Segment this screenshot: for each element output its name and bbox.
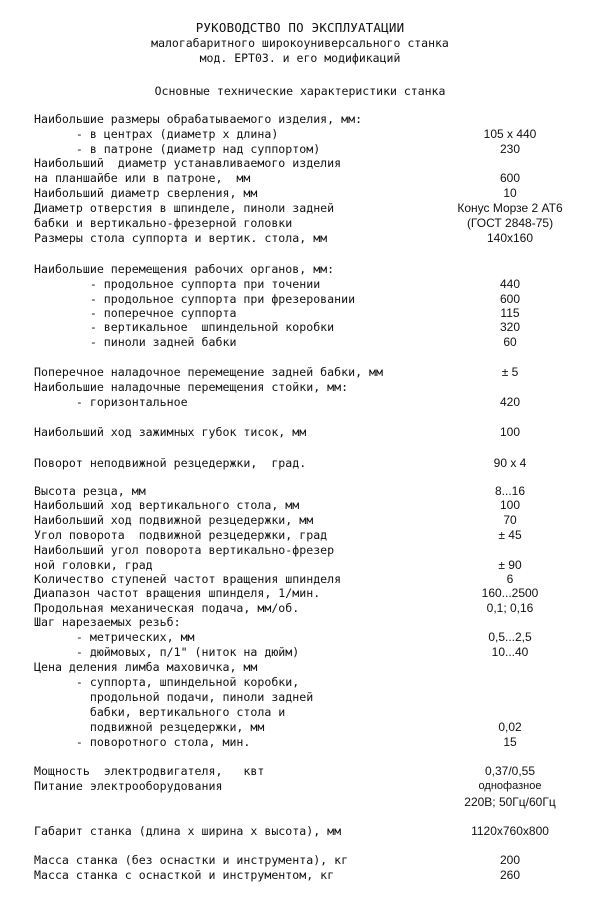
spec-label: Поперечное наладочное перемещение задней бабки, мм [34, 365, 384, 379]
spec-label: - суппорта, шпиндельной коробки, [34, 675, 300, 689]
spec-label: - продольное суппорта при точении [34, 277, 321, 291]
spec-label: Наибольший ход вертикального стола, мм [34, 498, 300, 512]
spec-label: продольной подачи, пиноли задней [34, 690, 314, 704]
spec-value: 260 [499, 868, 521, 882]
spec-label: Цена деления лимба маховичка, мм [34, 660, 258, 674]
spec-value: (ГОСТ 2848-75) [466, 216, 554, 230]
spec-label: на планшайбе или в патроне, мм [34, 171, 251, 185]
spec-label: Наибольший диаметр устанавливаемого изделия [34, 156, 342, 170]
spec-label: - поперечное суппорта [34, 306, 237, 320]
spec-value: ± 90 [498, 558, 522, 572]
spec-value: 6 [506, 572, 514, 586]
spec-label: - горизонтальное [34, 395, 188, 409]
spec-value: 160...2500 [481, 586, 539, 600]
spec-label: Наибольшие перемещения рабочих органов, мм: [34, 262, 335, 276]
spec-label: Масса станка с оснасткой и инструментом, кг [34, 868, 335, 882]
spec-label: Наибольшие размеры обрабатываемого изделия, мм: [34, 112, 363, 126]
spec-value: ± 5 [501, 365, 519, 379]
spec-value: 600 [499, 171, 521, 185]
spec-value: 0,02 [498, 720, 522, 734]
spec-label: Размеры стола суппорта и вертик. стола, мм [34, 231, 328, 245]
manual-subtitle: малогабаритного широкоуниверсального станка [151, 36, 449, 50]
spec-label: - пиноли задней бабки [34, 335, 237, 349]
spec-label: бабки, вертикального стола и [34, 705, 286, 719]
spec-value: 200 [499, 853, 521, 867]
spec-label: - метрических, мм [34, 630, 195, 644]
spec-label: Наибольший ход подвижной резцедержки, мм [34, 513, 314, 527]
spec-value: 140х160 [486, 231, 534, 245]
spec-value: Конус Морзе 2 АТ6 [457, 201, 563, 215]
spec-label: - в центрах (диаметр х длина) [34, 127, 279, 141]
machine-model: мод. ЕРТ03. и его модификаций [199, 51, 401, 65]
spec-value: 440 [499, 277, 521, 291]
spec-value: однофазное [478, 780, 542, 792]
spec-value: 15 [503, 735, 517, 749]
spec-label: Угол поворота подвижной резцедержки, град [34, 528, 328, 542]
spec-value: 0,5...2,5 [488, 630, 532, 644]
spec-value: 230 [499, 142, 521, 156]
spec-label: подвижной резцедержки, мм [34, 720, 265, 734]
spec-label: Питание электрооборудования [34, 779, 223, 793]
spec-value: 600 [499, 292, 521, 306]
spec-label: - вертикальное шпиндельной коробки [34, 320, 335, 334]
spec-value: 8...16 [494, 484, 526, 498]
spec-value: 100 [499, 425, 521, 439]
spec-value: 100 [499, 498, 521, 512]
spec-label: Шаг нарезаемых резьб: [34, 615, 181, 629]
spec-value: 105 х 440 [483, 127, 537, 141]
spec-value: 1120х760х800 [471, 824, 549, 838]
spec-value: 60 [503, 335, 517, 349]
spec-label: - продольное суппорта при фрезеровании [34, 292, 356, 306]
spec-value: ± 45 [498, 528, 522, 542]
spec-label: Мощность электродвигателя, квт [34, 764, 265, 778]
spec-label: Диапазон частот вращения шпинделя, 1/мин. [34, 586, 321, 600]
spec-value: 0,1; 0,16 [486, 601, 534, 615]
spec-value: 420 [499, 395, 521, 409]
spec-value: 70 [503, 513, 517, 527]
spec-label: Высота резца, мм [34, 484, 146, 498]
spec-label: Продольная механическая подача, мм/об. [34, 601, 300, 615]
spec-label: - в патроне (диаметр над суппортом) [34, 142, 321, 156]
manual-title: РУКОВОДСТВО ПО ЭКСПЛУАТАЦИИ [195, 20, 405, 35]
spec-label: Масса станка (без оснастки и инструмента), кг [34, 853, 349, 867]
spec-value: 90 х 4 [493, 456, 527, 470]
spec-label: Количество ступеней частот вращения шпинделя [34, 572, 342, 586]
spec-label: Наибольший угол поворота вертикально-фрезер [34, 543, 335, 557]
spec-label: - дюймовых, п/1" (ниток на дюйм) [34, 645, 300, 659]
spec-value: 10 [503, 186, 517, 200]
spec-value: 115 [500, 306, 520, 320]
spec-label: Поворот неподвижной резцедержки, град. [34, 456, 307, 470]
spec-label: - поворотного стола, мин. [34, 735, 251, 749]
spec-label: Диаметр отверстия в шпинделе, пиноли задней [34, 201, 335, 215]
spec-value: 10...40 [491, 645, 529, 659]
spec-value: 320 [499, 320, 521, 334]
spec-label: Габарит станка (длина х ширина х высота), мм [34, 824, 342, 838]
spec-label: ной головки, град [34, 558, 153, 572]
spec-label: Наибольшие наладочные перемещения стойки, мм: [34, 380, 349, 394]
spec-label: Наибольший ход зажимных губок тисок, мм [34, 425, 307, 439]
spec-value: 0,37/0,55 [484, 764, 536, 778]
section-title: Основные технические характеристики станка [154, 84, 446, 98]
spec-label: бабки и вертикально-фрезерной головки [34, 216, 293, 230]
spec-value: 220В; 50Гц/60Гц [464, 795, 556, 809]
spec-label: Наибольший диаметр сверления, мм [34, 186, 258, 200]
